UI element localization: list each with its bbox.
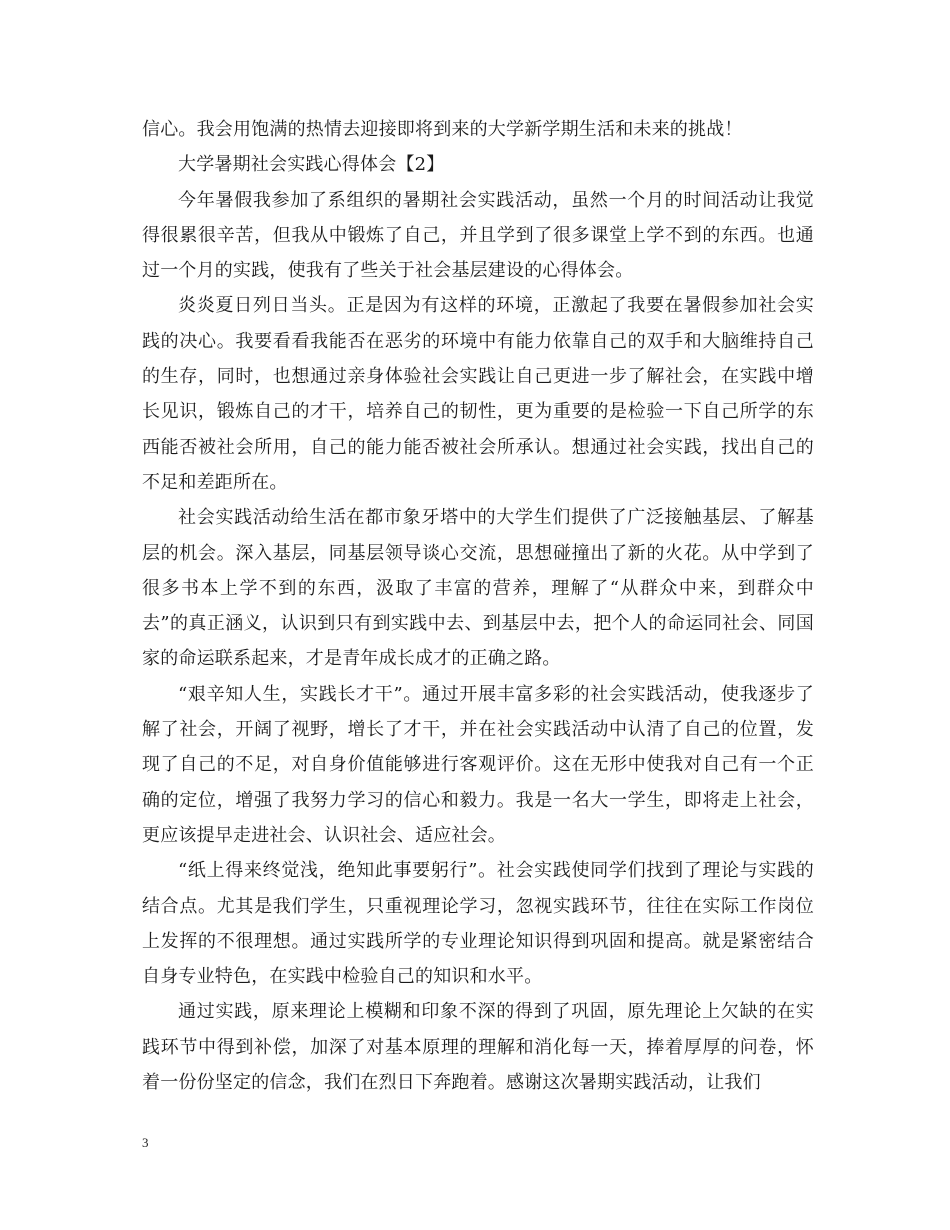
paragraph: 炎炎夏日列日当头。正是因为有这样的环境，正激起了我要在暑假参加社会实践的决心。我要看看我能否在恶劣的环境中有能力依靠自己的双手和大脑维持自己的生存，同时，也想通过亲身体验社会实践让自己更进一步了解社会，在实践中增长见识，锻炼自己的才干，培养自己的韧性，更为重要的是检验一下自己所学的东西能否被社会所用，自己的能力能否被社会所承认。想通过社会实践，找出自己的不足和差距所在。 xyxy=(142,295,814,493)
paragraph-continuation: 信心。我会用饱满的热情去迎接即将到来的大学新学期生活和未来的挑战！ xyxy=(142,119,743,140)
page-number: 3 xyxy=(142,1135,149,1150)
section-heading: 大学暑期社会实践心得体会【2】 xyxy=(178,154,445,176)
paragraph: 通过实践，原来理论上模糊和印象不深的得到了巩固，原先理论上欠缺的在实践环节中得到补偿，加深了对基本原理的理解和消化每一天，捧着厚厚的问卷，怀着一份份坚定的信念，我们在烈日下奔跑着。感谢这次暑期实践活动，让我们 xyxy=(142,1001,814,1094)
paragraph: “纸上得来终觉浅，绝知此事要躬行”。社会实践使同学们找到了理论与实践的结合点。尤其是我们学生，只重视理论学习，忽视实践环节，往往在实际工作岗位上发挥的不很理想。通过实践所学的专业理论知识得到巩固和提高。就是紧密结合自身专业特色，在实践中检验自己的知识和水平。 xyxy=(142,860,814,988)
paragraph: 社会实践活动给生活在都市象牙塔中的大学生们提供了广泛接触基层、了解基层的机会。深入基层，同基层领导谈心交流，思想碰撞出了新的火花。从中学到了很多书本上学不到的东西，汲取了丰富的营养，理解了“从群众中来，到群众中去”的真正涵义，认识到只有到实践中去、到基层中去，把个人的命运同社会、同国家的命运联系起来，才是青年成长成才的正确之路。 xyxy=(142,507,814,670)
paragraph: “艰辛知人生，实践长才干”。通过开展丰富多彩的社会实践活动，使我逐步了解了社会，开阔了视野，增长了才干，并在社会实践活动中认清了自己的位置，发现了自己的不足，对自身价值能够进行客观评价。这在无形中使我对自己有一个正确的定位，增强了我努力学习的信心和毅力。我是一名大一学生，即将走上社会，更应该提早走进社会、认识社会、适应社会。 xyxy=(142,683,814,846)
paragraph: 今年暑假我参加了系组织的暑期社会实践活动，虽然一个月的时间活动让我觉得很累很辛苦，但我从中锻炼了自己，并且学到了很多课堂上学不到的东西。也通过一个月的实践，使我有了些关于社会基层建设的心得体会。 xyxy=(142,189,814,282)
document-body xyxy=(142,112,814,1100)
